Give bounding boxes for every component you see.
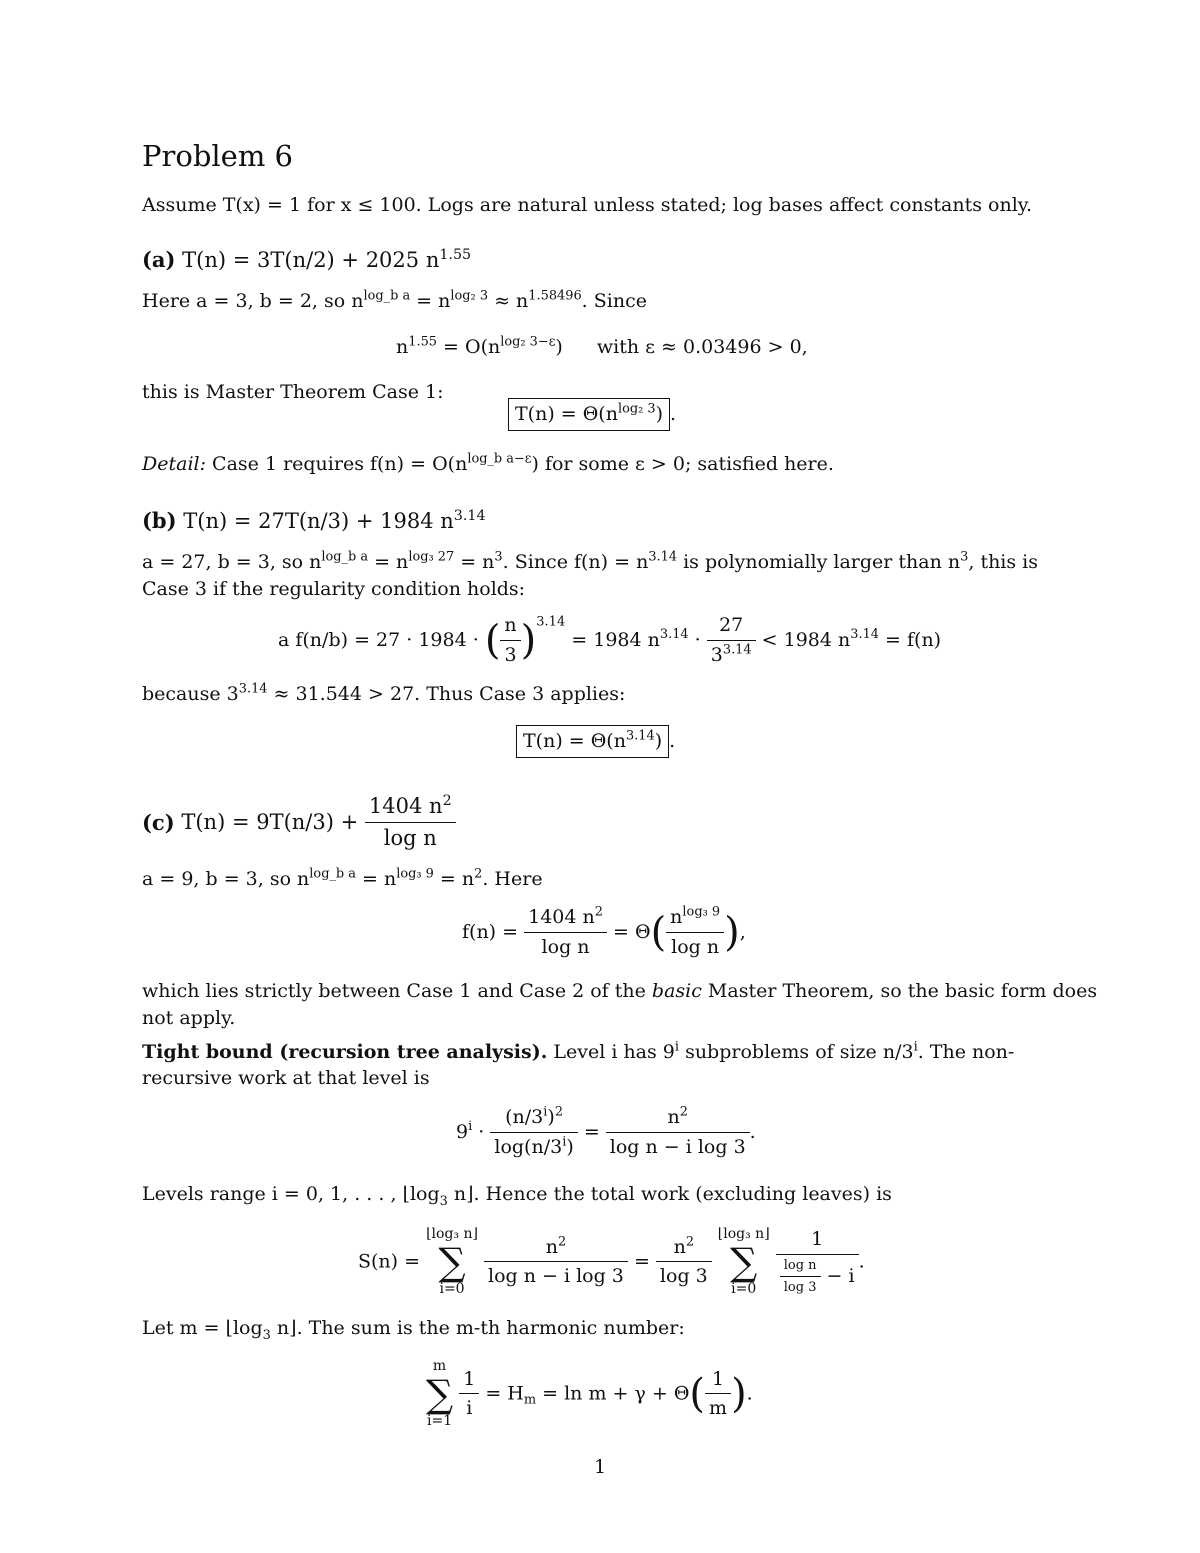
part-c-S-den3-frac <box>780 1258 821 1296</box>
part-b-line1-exp5: 3 <box>960 549 969 565</box>
part-a-heading <box>142 249 471 271</box>
part-c-sum1-sigma: ∑ <box>438 1239 466 1284</box>
part-a-here-text: Here a = 3, b = 2, so n <box>142 290 364 312</box>
part-c-H-mid: = H <box>485 1382 524 1405</box>
part-c-f-den2: log n <box>666 932 724 959</box>
part-a-here-exp3: 1.58496 <box>528 288 582 304</box>
part-c-line1-exp1: log_b a <box>309 866 356 882</box>
part-c-S-num-exp: 2 <box>557 1234 567 1250</box>
part-c-f-paren-close: ) <box>724 909 740 956</box>
part-c-line1-d: . Here <box>482 868 543 890</box>
part-c-tight-b: subproblems of size n/3 <box>679 1041 914 1063</box>
part-a-result-text: T(n) = Θ(n <box>515 403 618 425</box>
part-c-rec-frac <box>365 794 456 851</box>
part-a-display-exp2: log₂ 3−ε <box>500 334 556 350</box>
part-c-rec-den: log n <box>365 822 456 851</box>
part-c-H-num: 1 <box>463 1367 476 1390</box>
part-a-display-mid: = O(n <box>437 336 501 358</box>
part-a-detail-label: Detail: <box>142 453 206 475</box>
part-c-lies-a: which lies strictly between Case 1 and Case 2 of the <box>142 980 652 1002</box>
part-c-f-num-exp: 2 <box>594 904 603 920</box>
part-c-lvl-left-exp: i <box>468 1118 473 1134</box>
part-c-rec-num: 1404 n <box>368 794 443 818</box>
part-c-f-frac <box>524 906 607 959</box>
part-b-reg-exp: 3.14 <box>536 614 566 630</box>
part-b-result-box <box>516 725 669 758</box>
part-c-S-den2: log 3 <box>656 1261 712 1288</box>
part-c-S-den3-c: − i <box>820 1264 855 1287</box>
part-c-S-num3: 1 <box>811 1227 824 1250</box>
part-b-reg-frac2 <box>707 614 756 667</box>
part-c-S-left: S(n) = <box>358 1250 421 1273</box>
part-a-display-left: n <box>396 336 409 358</box>
part-b-regularity <box>278 614 941 667</box>
part-b-reg-frac-num: n <box>504 614 517 636</box>
part-a-detail-exp: log_b a−ε <box>467 451 532 467</box>
part-a-label: (a) <box>142 247 176 272</box>
part-c-lvl-frac <box>490 1106 577 1159</box>
part-b-line2: Case 3 if the regularity condition holds: <box>142 578 526 600</box>
part-a-here-exp1: log_b a <box>363 288 411 304</box>
part-a-recurrence: T(n) = 3T(n/2) + 2025 n <box>182 248 440 272</box>
part-b-line1-f: , this is <box>968 551 1039 573</box>
part-c-sum2-sigma: ∑ <box>730 1239 758 1284</box>
part-c-line1 <box>142 866 543 890</box>
part-c-sum3-top: m <box>432 1358 447 1374</box>
part-c-sum3-bottom: i=1 <box>427 1412 453 1429</box>
part-c-tight-label: Tight bound (recursion tree analysis). <box>142 1041 548 1063</box>
part-b-because <box>142 681 626 705</box>
part-b-reg-frac2-den <box>707 640 756 667</box>
part-c-f-num2-exp: log₃ 9 <box>682 904 721 920</box>
part-c-lvl-den2: log n − i log 3 <box>606 1132 750 1159</box>
part-a-here-end: . Since <box>581 290 647 312</box>
part-a-display <box>396 334 808 358</box>
part-a-here-line <box>142 288 647 312</box>
part-c-tight-exp1: i <box>674 1039 680 1055</box>
part-c-label: (c) <box>142 810 175 836</box>
part-c-let-sub: 3 <box>262 1327 271 1343</box>
part-b-reg-frac2-den-base: 3 <box>710 643 723 666</box>
part-c-sum1-top: ⌊log₃ n⌋ <box>426 1226 478 1242</box>
part-c-H-paren-close: ) <box>731 1370 747 1417</box>
part-a-display-exp: 1.55 <box>408 334 437 350</box>
part-b-line1-d: . Since f(n) = n <box>502 551 649 573</box>
part-c-sum2 <box>718 1226 770 1298</box>
part-c-S-num2-exp: 2 <box>685 1234 695 1250</box>
part-b-reg-frac2-den-exp: 3.14 <box>722 642 752 658</box>
part-c-S-eq: = <box>633 1250 650 1273</box>
part-b-because-b: ≈ 31.544 > 27. Thus Case 3 applies: <box>267 683 626 705</box>
part-c-f-frac2 <box>666 906 724 959</box>
part-a-case-text: this is Master Theorem Case 1: <box>142 381 444 403</box>
part-b-line1-exp2: log₃ 27 <box>408 549 455 565</box>
part-c-lvl-den-exp: i <box>562 1134 567 1150</box>
part-c-line1-exp3: 2 <box>474 866 483 882</box>
part-a-result-close: ) <box>655 403 664 425</box>
part-c-f-mid: = Θ <box>613 920 651 943</box>
part-c-H-den: i <box>459 1393 479 1420</box>
part-b-reg-right-exp: 3.14 <box>850 626 879 642</box>
part-c-tight-c: . The non- <box>917 1041 1015 1063</box>
part-c-S-num: n <box>545 1235 558 1258</box>
part-a-here-exp2: log₂ 3 <box>450 288 489 304</box>
part-c-level-display <box>456 1106 756 1159</box>
part-c-lies-line1 <box>142 982 1097 1001</box>
part-b-result-close: ) <box>654 730 663 752</box>
part-a-detail-end: ) for some ε > 0; satisfied here. <box>531 453 834 475</box>
part-c-line1-exp2: log₃ 9 <box>396 866 434 882</box>
part-c-lvl-frac2 <box>606 1106 750 1159</box>
intro-text: Assume T(x) = 1 for x ≤ 100. Logs are natural unless stated; log bases affect constants only. <box>142 194 1033 216</box>
part-c-line1-c: = n <box>433 868 475 890</box>
part-a-display-right: with ε ≈ 0.03496 > 0, <box>596 336 808 358</box>
part-c-range <box>142 1183 892 1209</box>
part-b-reg-mid-exp: 3.14 <box>659 626 689 642</box>
part-c-tight-a: Level i has 9 <box>547 1041 675 1063</box>
part-c-S-den: log n − i log 3 <box>484 1261 628 1288</box>
part-c-H-frac <box>459 1368 479 1421</box>
part-c-lvl-den: log(n/3 <box>494 1135 563 1158</box>
part-c-H-right: = ln m + γ + Θ <box>536 1382 690 1405</box>
part-b-line1-b: = n <box>368 551 409 573</box>
part-c-f-end: , <box>739 920 746 943</box>
part-b-line1-exp4: 3.14 <box>648 549 678 565</box>
part-c-tight-exp2: i <box>913 1039 918 1055</box>
part-c-let <box>142 1317 685 1343</box>
part-b-heading <box>142 510 486 532</box>
part-c-lvl-dot: · <box>478 1120 485 1143</box>
part-c-lies-line2: not apply. <box>142 1007 236 1029</box>
part-c-sum2-top: ⌊log₃ n⌋ <box>717 1226 770 1242</box>
part-c-S-end: . <box>858 1250 865 1273</box>
page-number: 1 <box>594 1456 607 1478</box>
part-c-line1-b: = n <box>355 868 397 890</box>
part-c-H-paren-open: ( <box>689 1370 706 1417</box>
part-b-reg-end: = f(n) <box>879 628 942 651</box>
part-c-f-paren-open: ( <box>650 909 667 956</box>
part-c-sum3-sigma: ∑ <box>426 1371 454 1416</box>
part-c-H-den2: m <box>705 1393 731 1420</box>
part-b-label: (b) <box>142 508 177 533</box>
part-b-line1-exp3: 3 <box>494 549 503 565</box>
part-b-result-text: T(n) = Θ(n <box>523 730 626 752</box>
part-b-recurrence: T(n) = 27T(n/3) + 1984 n <box>183 509 454 533</box>
part-c-S-num2: n <box>673 1235 686 1258</box>
part-c-range-sub: 3 <box>439 1193 448 1209</box>
part-c-S-den3-a: log n <box>783 1257 817 1273</box>
part-b-reg-frac-den: 3 <box>500 640 520 667</box>
part-c-lvl-num-exp2: 2 <box>554 1104 564 1120</box>
part-c-lvl-end: . <box>749 1120 756 1143</box>
part-c-H-sub: m <box>523 1392 537 1408</box>
part-c-sum1-bottom: i=0 <box>439 1280 465 1297</box>
part-c-S-frac3 <box>776 1228 859 1296</box>
part-c-harmonic-display <box>426 1358 753 1430</box>
part-c-let-b: n⌋. The sum is the m-th harmonic number: <box>270 1317 685 1339</box>
part-c-sum2-bottom: i=0 <box>731 1280 757 1297</box>
part-b-because-exp: 3.14 <box>238 681 268 697</box>
part-b-reg-right: < 1984 n <box>761 628 851 651</box>
part-c-recurrence: T(n) = 9T(n/3) + <box>181 810 359 835</box>
part-a-result: $T(n) = \Theta(n^{log_2 3})$ . <box>508 398 676 431</box>
part-b-result-exp: 3.14 <box>625 728 655 744</box>
part-b-reg-frac <box>500 614 520 667</box>
part-c-S-frac2 <box>656 1236 712 1289</box>
part-c-lvl-den-close: ) <box>566 1135 574 1158</box>
part-b-line1-exp1: log_b a <box>321 549 369 565</box>
part-a-here-approx: ≈ n <box>488 290 529 312</box>
part-b-reg-paren-open: ( <box>484 617 501 664</box>
part-c-f-den: log n <box>524 932 607 959</box>
part-c-range-a: Levels range i = 0, 1, . . . , ⌊log <box>142 1183 440 1205</box>
part-b-reg-left: a f(n/b) = 27 · 1984 · <box>278 628 479 651</box>
part-b-reg-frac2-num: 27 <box>719 614 744 636</box>
part-c-lies-basic: basic <box>651 980 702 1002</box>
part-c-H-end: . <box>746 1382 753 1405</box>
part-a-recurrence-exp: 1.55 <box>439 247 472 263</box>
part-c-lvl-num: (n/3 <box>505 1106 544 1128</box>
part-c-sum1 <box>426 1226 478 1298</box>
part-c-lvl-eq: = <box>583 1120 600 1143</box>
part-c-line1-a: a = 9, b = 3, so n <box>142 868 310 890</box>
part-c-lvl-num2: n <box>667 1106 680 1128</box>
part-b-line1-a: a = 27, b = 3, so n <box>142 551 322 573</box>
part-a-detail <box>142 451 834 475</box>
part-c-f-num2: n <box>670 906 683 928</box>
part-c-S-den3-b: log 3 <box>780 1276 821 1296</box>
part-b-because-a: because 3 <box>142 683 239 705</box>
part-c-rec-num-exp: 2 <box>442 793 452 809</box>
part-b-line1-c: = n <box>454 551 495 573</box>
part-c-tight-line2: recursive work at that level is <box>142 1067 430 1089</box>
problem-heading: Problem 6 <box>142 139 294 173</box>
part-c-lvl-num-exp: i <box>543 1104 548 1120</box>
part-c-lies-b: Master Theorem, so the basic form does <box>701 980 1098 1002</box>
part-c-lvl-num-close: ) <box>547 1106 555 1128</box>
part-b-line1-e: is polynomially larger than n <box>677 551 961 573</box>
part-c-S-frac <box>484 1236 628 1289</box>
part-b-reg-dot: · <box>694 628 701 651</box>
part-b-line1 <box>142 549 1039 573</box>
part-c-let-a: Let m = ⌊log <box>142 1317 263 1339</box>
part-c-range-b: n⌋. Hence the total work (excluding leaves) is <box>447 1183 892 1205</box>
part-c-lvl-left: 9 <box>456 1120 469 1143</box>
part-c-S-display <box>358 1226 865 1298</box>
part-c-H-num2: 1 <box>712 1367 725 1390</box>
part-a-display-close: ) <box>555 336 563 358</box>
part-c-f-num: 1404 n <box>528 906 595 928</box>
part-a-detail-text: Case 1 requires f(n) = O(n <box>206 453 468 475</box>
part-c-lvl-num2-exp: 2 <box>679 1104 688 1120</box>
part-a-result-box <box>508 398 670 431</box>
part-b-reg-mid: = 1984 n <box>571 628 660 651</box>
part-a-result-exp: log₂ 3 <box>617 401 656 417</box>
part-b-result: $T(n) = \Theta(n^{3.14})$ . <box>516 725 675 758</box>
part-a-here-mid: = n <box>410 290 451 312</box>
part-c-H-frac2 <box>705 1368 731 1421</box>
part-c-f-left: f(n) = <box>462 920 519 943</box>
part-c-heading <box>142 794 456 851</box>
part-b-reg-paren-close: ) <box>520 617 537 664</box>
part-c-sum3 <box>426 1358 453 1430</box>
part-c-f-display <box>462 906 746 959</box>
part-c-tight-line1 <box>142 1039 1015 1063</box>
part-b-recurrence-exp: 3.14 <box>453 508 486 524</box>
